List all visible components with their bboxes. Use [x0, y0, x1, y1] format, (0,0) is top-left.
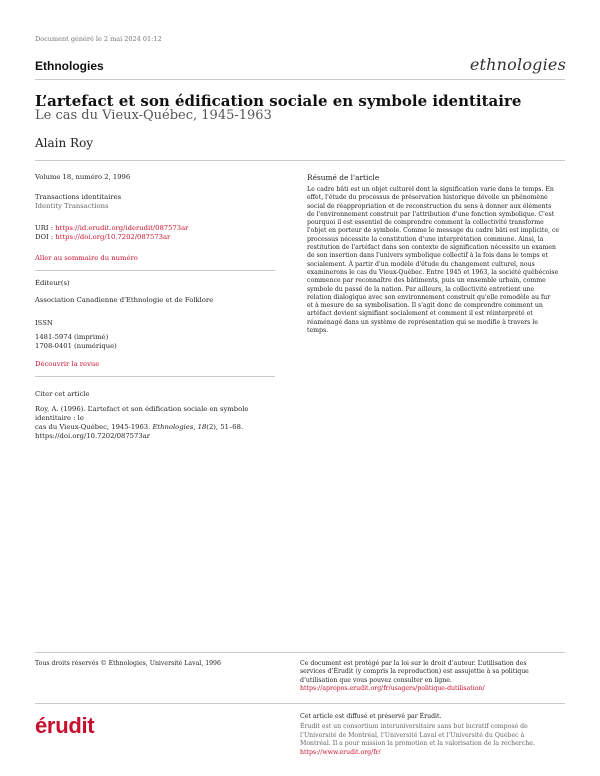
copyright-line-3: d’utilisation que vous pouvez consulter en ligne. — [300, 676, 452, 684]
citation-text — [35, 405, 285, 441]
left-divider-2 — [35, 376, 275, 377]
policy-link[interactable]: https://apropos.erudit.org/fr/usagers/politique-dutilisation/ — [300, 685, 485, 693]
abstract-line: et à mesure de sa symbolisation. Il s'agit donc de comprendre comment un — [307, 302, 543, 310]
uri-label: URI : — [35, 224, 56, 232]
citation-line-3: https://doi.org/10.7202/087573ar — [35, 432, 150, 440]
diffusion-heading: Cet article est diffusé et préservé par Érudit. — [300, 713, 442, 720]
header-divider — [35, 79, 565, 80]
abstract-line: relation dialogique avec son environnement construit qu'elle remodèle au fur — [307, 293, 551, 301]
diffusion-line-1: Érudit est un consortium interuniversitaire sans but lucratif composé de — [300, 723, 528, 731]
citation-line-1: Roy, A. (1996). L’artefact et son édification sociale en symbole identitaire : le — [35, 405, 249, 422]
footer-divider — [35, 652, 565, 653]
discover-journal-link[interactable]: Découvrir la revue — [35, 360, 100, 368]
abstract-line: effet, l'étude du processus de préservation historique dévoile un phénomène — [307, 194, 548, 202]
citation-part-c: (2), 51–68. — [206, 423, 244, 431]
abstract-line: social de réappropriation et de reconstruction du sens à donner aux éléments — [307, 202, 552, 210]
rights-notice: Tous droits réservés © Ethnologies, Université Laval, 1996 — [35, 660, 221, 667]
uri-line — [35, 224, 275, 233]
citation-part-b: , — [193, 423, 198, 431]
citation-volume: 18 — [197, 423, 207, 431]
abstract-line: Le cadre bâti est un objet culturel dont la signification varie dans le temps. En — [307, 186, 554, 193]
doi-label: DOI : — [35, 233, 56, 241]
citation-part-a: cas du Vieux-Québec, 1945-1963. — [35, 423, 153, 431]
abstract-line: symbole du passé de la nation. Par ailleurs, la collectivité entretient une — [307, 285, 535, 293]
title-divider — [35, 160, 565, 161]
abstract-line: processus nécessite la constitution d'une interprétation commune. Ainsi, la — [307, 235, 544, 243]
article-title: L’artefact et son édification sociale en symbole identitaire — [35, 92, 522, 110]
issn-block — [35, 333, 275, 351]
erudit-site-link[interactable]: https://www.erudit.org/fr/ — [300, 748, 381, 756]
uri-link[interactable]: https://id.erudit.org/iderudit/087573ar — [55, 224, 189, 232]
volume-info: Volume 18, numéro 2, 1996 — [35, 173, 131, 181]
left-divider-1 — [35, 270, 275, 271]
footer-divider-2 — [35, 703, 565, 704]
cite-heading: Citer cet article — [35, 390, 90, 398]
diffusion-line-2: l’Université de Montréal, l’Université Laval et l’Université du Québec à — [300, 731, 525, 739]
erudit-logo[interactable]: érudit — [35, 713, 95, 738]
diffusion-notice — [300, 713, 565, 757]
article-subtitle: Le cas du Vieux-Québec, 1945-1963 — [35, 108, 272, 123]
abstract-line: l'objet en porteur de symbole. Comme le message du cadre bâti est implicite, ce — [307, 227, 560, 235]
abstract-line: temps. — [307, 327, 329, 335]
section-name-en: Identity Transactions — [35, 202, 109, 210]
citation-line-2 — [35, 423, 285, 432]
abstract-line: pourquoi il est essentiel de comprendre comment la collectivité transforme — [307, 219, 544, 227]
issn-digital: 1708-0401 (numérique) — [35, 342, 117, 350]
abstract-line: examinerons le cas du Vieux-Québec. Entre 1945 et 1963, la société québécoise — [307, 268, 559, 276]
abstract-line: de son insertion dans l'univers symbolique collectif à la fois dans le temps et — [307, 252, 548, 260]
section-name: Transactions identitaires — [35, 193, 122, 201]
abstract-line: de l'environnement construit par l'attribution d'une fonction symbolique. C'est — [307, 210, 555, 218]
abstract-line: réaménagé dans un système de représentation qui se modifie à travers le — [307, 318, 538, 326]
issn-heading: ISSN — [35, 319, 53, 327]
journal-name: Ethnologies — [35, 59, 104, 73]
citation-journal: Ethnologies — [152, 423, 194, 431]
issn-print: 1481-5974 (imprimé) — [35, 333, 109, 341]
copyright-line-1: Ce document est protégé par la loi sur le droit d’auteur. L’utilisation des — [300, 660, 527, 667]
doi-link[interactable]: https://doi.org/10.7202/087573ar — [55, 233, 171, 241]
abstract-line: artéfact devient signifiant socialement et comment il est réinterprété et — [307, 310, 533, 318]
identifier-block — [35, 224, 275, 242]
journal-logo: ethnologies — [469, 55, 566, 74]
abstract-heading: Résumé de l'article — [307, 173, 380, 182]
abstract-line: socialement. À partir d'un modèle d'étude du changement culturel, nous — [307, 260, 535, 268]
issue-toc-link[interactable]: Aller au sommaire du numéro — [35, 254, 138, 262]
section-block — [35, 193, 275, 211]
abstract-text — [307, 186, 565, 335]
article-author: Alain Roy — [35, 136, 94, 150]
copyright-line-2: services d’Érudit (y compris la reproduction) est assujettie à sa politique — [300, 668, 529, 676]
diffusion-line-3: Montréal. Il a pour mission la promotion et la valorisation de la recherche. — [300, 740, 535, 748]
doi-line — [35, 233, 275, 242]
publisher-heading: Éditeur(s) — [35, 279, 70, 287]
copyright-notice — [300, 660, 565, 694]
abstract-line: restitution de l'artéfact dans son contexte de signification nécessite un examen — [307, 244, 556, 252]
abstract-line: commence par reconnaître des bâtiments, puis un ensemble urbain, comme — [307, 277, 546, 285]
publisher-name: Association Canadienne d'Ethnologie et de Folklore — [35, 296, 214, 304]
generated-date: Document généré le 2 mai 2024 01:12 — [35, 35, 162, 43]
